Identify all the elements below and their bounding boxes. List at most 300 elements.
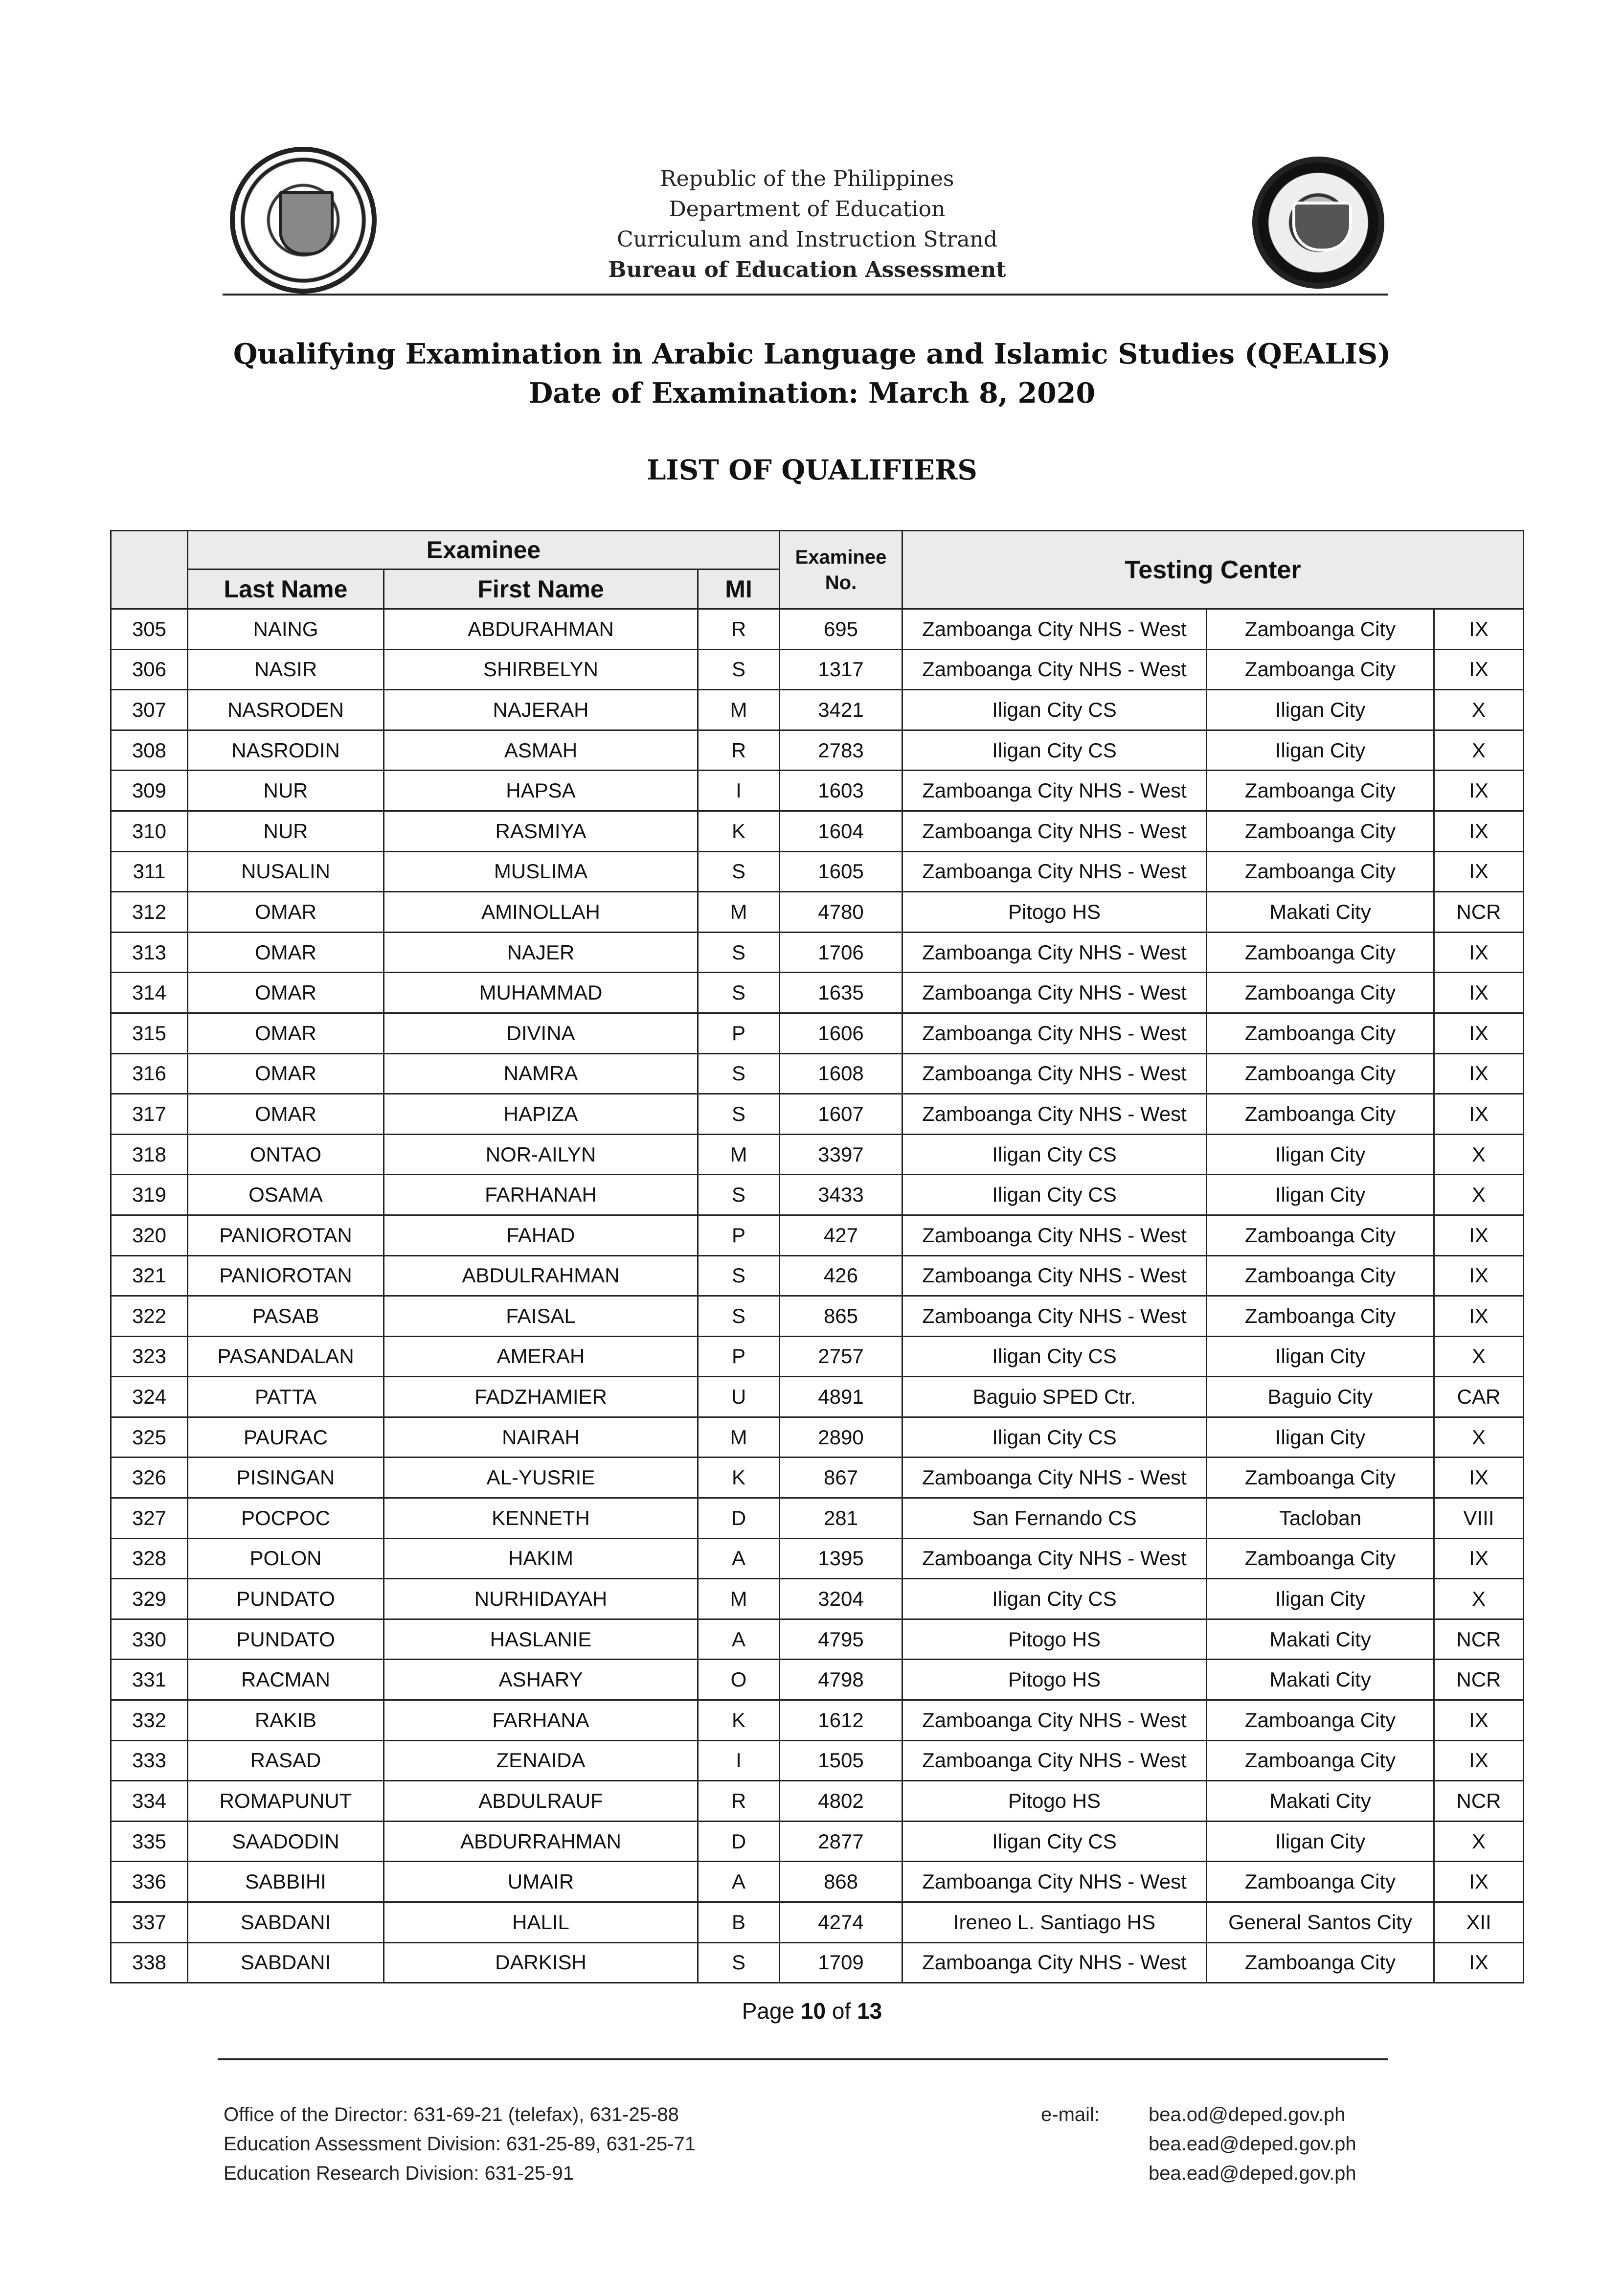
testing-center-school-cell: Zamboanga City NHS - West — [902, 1458, 1207, 1498]
testing-center-city-cell: Zamboanga City — [1207, 771, 1434, 811]
examinee-no-cell: 4780 — [780, 892, 902, 933]
last-name-cell: OMAR — [188, 1094, 384, 1135]
region-cell: IX — [1434, 1862, 1524, 1902]
table-row — [111, 1740, 1524, 1781]
region-cell: NCR — [1434, 1619, 1524, 1660]
examinee-no-header — [780, 531, 902, 609]
footer-contact-line: Office of the Director: 631-69-21 (telefax), 631-25-88 — [224, 2104, 679, 2125]
row-number-cell: 311 — [111, 851, 188, 892]
examinee-no-cell: 4802 — [780, 1781, 902, 1822]
last-name-cell: PUNDATO — [188, 1619, 384, 1660]
first-name-cell: AMINOLLAH — [384, 892, 698, 933]
exam-title: Qualifying Examination in Arabic Language and Islamic Studies (QEALIS) — [233, 338, 1391, 370]
row-number-cell: 325 — [111, 1417, 188, 1458]
table-row — [111, 1902, 1524, 1943]
letterhead-line: Republic of the Philippines — [660, 166, 954, 191]
testing-center-school-cell: Zamboanga City NHS - West — [902, 973, 1207, 1013]
region-cell: IX — [1434, 932, 1524, 973]
middle-initial-cell: D — [698, 1498, 780, 1539]
last-name-cell: SABBIHI — [188, 1862, 384, 1902]
email-link[interactable]: bea.ead@deped.gov.ph — [1149, 2163, 1356, 2184]
deped-seal-icon — [230, 147, 377, 294]
testing-center-city-cell: Makati City — [1207, 892, 1434, 933]
region-cell: IX — [1434, 1700, 1524, 1741]
testing-center-city-cell: Makati City — [1207, 1781, 1434, 1822]
table-row — [111, 932, 1524, 973]
testing-center-school-cell: Zamboanga City NHS - West — [902, 771, 1207, 811]
testing-center-city-cell: Zamboanga City — [1207, 1013, 1434, 1053]
middle-initial-cell: S — [698, 1255, 780, 1296]
first-name-cell: HAKIM — [384, 1538, 698, 1579]
examinee-no-cell: 3433 — [780, 1175, 902, 1215]
middle-initial-cell: S — [698, 1094, 780, 1135]
testing-center-school-cell: Pitogo HS — [902, 892, 1207, 933]
region-cell: IX — [1434, 1740, 1524, 1781]
region-cell: NCR — [1434, 892, 1524, 933]
region-cell: IX — [1434, 1538, 1524, 1579]
middle-initial-cell: D — [698, 1821, 780, 1862]
middle-initial-cell: I — [698, 1740, 780, 1781]
first-name-cell: UMAIR — [384, 1862, 698, 1902]
examinee-no-cell: 695 — [780, 609, 902, 650]
row-number-cell: 310 — [111, 811, 188, 851]
region-cell: VIII — [1434, 1498, 1524, 1539]
row-number-cell: 314 — [111, 973, 188, 1013]
row-number-cell: 305 — [111, 609, 188, 650]
middle-initial-cell: S — [698, 1175, 780, 1215]
last-name-cell: OMAR — [188, 973, 384, 1013]
testing-center-school-cell: Zamboanga City NHS - West — [902, 1013, 1207, 1053]
examinee-no-cell: 1635 — [780, 973, 902, 1013]
last-name-cell: NAING — [188, 609, 384, 650]
row-number-cell: 315 — [111, 1013, 188, 1053]
row-number-cell: 333 — [111, 1740, 188, 1781]
last-name-cell: NUR — [188, 811, 384, 851]
row-number-cell: 331 — [111, 1660, 188, 1700]
testing-center-city-cell: General Santos City — [1207, 1902, 1434, 1943]
testing-center-city-cell: Zamboanga City — [1207, 1458, 1434, 1498]
table-row — [111, 1296, 1524, 1337]
testing-center-school-cell: Zamboanga City NHS - West — [902, 1700, 1207, 1741]
last-name-cell: SAADODIN — [188, 1821, 384, 1862]
row-number-cell: 318 — [111, 1134, 188, 1175]
testing-center-school-cell: Zamboanga City NHS - West — [902, 1255, 1207, 1296]
middle-initial-cell: B — [698, 1902, 780, 1943]
testing-center-city-cell: Zamboanga City — [1207, 1053, 1434, 1094]
examinee-no-cell: 1709 — [780, 1942, 902, 1983]
testing-center-school-cell: Zamboanga City NHS - West — [902, 1740, 1207, 1781]
testing-center-city-cell: Iligan City — [1207, 1134, 1434, 1175]
testing-center-header: Testing Center — [902, 531, 1524, 609]
row-number-cell: 327 — [111, 1498, 188, 1539]
examinee-no-cell: 1706 — [780, 932, 902, 973]
last-name-cell: NASRODEN — [188, 690, 384, 730]
table-row — [111, 771, 1524, 811]
region-cell: IX — [1434, 1296, 1524, 1337]
examinee-no-cell: 2783 — [780, 730, 902, 771]
last-name-cell: ROMAPUNUT — [188, 1781, 384, 1822]
testing-center-school-cell: Zamboanga City NHS - West — [902, 1215, 1207, 1255]
examinee-no-cell: 281 — [780, 1498, 902, 1539]
examinee-no-cell: 2890 — [780, 1417, 902, 1458]
table-row — [111, 1417, 1524, 1458]
row-number-cell: 306 — [111, 649, 188, 690]
last-name-header: Last Name — [188, 570, 384, 609]
region-cell: X — [1434, 1579, 1524, 1619]
middle-initial-cell: P — [698, 1215, 780, 1255]
testing-center-school-cell: San Fernando CS — [902, 1498, 1207, 1539]
testing-center-city-cell: Zamboanga City — [1207, 1740, 1434, 1781]
middle-initial-cell: S — [698, 1053, 780, 1094]
testing-center-city-cell: Baguio City — [1207, 1377, 1434, 1417]
examinee-no-cell: 1395 — [780, 1538, 902, 1579]
table-row — [111, 1377, 1524, 1417]
table-row — [111, 1336, 1524, 1377]
middle-initial-cell: P — [698, 1336, 780, 1377]
table-row — [111, 1053, 1524, 1094]
last-name-cell: OMAR — [188, 892, 384, 933]
page-current: 10 — [800, 1998, 826, 2024]
page-number — [0, 1998, 1624, 2024]
examinee-no-cell: 1604 — [780, 811, 902, 851]
first-name-header: First Name — [384, 570, 698, 609]
row-number-cell: 322 — [111, 1296, 188, 1337]
row-number-header — [111, 531, 188, 609]
testing-center-school-cell: Iligan City CS — [902, 1579, 1207, 1619]
table-row — [111, 609, 1524, 650]
testing-center-city-cell: Zamboanga City — [1207, 649, 1434, 690]
first-name-cell: DIVINA — [384, 1013, 698, 1053]
first-name-cell: HASLANIE — [384, 1619, 698, 1660]
last-name-cell: POLON — [188, 1538, 384, 1579]
row-number-cell: 316 — [111, 1053, 188, 1094]
testing-center-city-cell: Iligan City — [1207, 1175, 1434, 1215]
first-name-cell: DARKISH — [384, 1942, 698, 1983]
first-name-cell: NURHIDAYAH — [384, 1579, 698, 1619]
last-name-cell: SABDANI — [188, 1902, 384, 1943]
testing-center-city-cell: Zamboanga City — [1207, 1942, 1434, 1983]
testing-center-school-cell: Zamboanga City NHS - West — [902, 1094, 1207, 1135]
last-name-cell: OSAMA — [188, 1175, 384, 1215]
testing-center-school-cell: Iligan City CS — [902, 1821, 1207, 1862]
examinee-header: Examinee — [188, 531, 780, 570]
examinee-no-cell: 427 — [780, 1215, 902, 1255]
region-cell: XII — [1434, 1902, 1524, 1943]
last-name-cell: PATTA — [188, 1377, 384, 1417]
region-cell: IX — [1434, 1458, 1524, 1498]
first-name-cell: HAPSA — [384, 771, 698, 811]
testing-center-city-cell: Zamboanga City — [1207, 851, 1434, 892]
middle-initial-cell: K — [698, 811, 780, 851]
first-name-cell: SHIRBELYN — [384, 649, 698, 690]
examinee-no-cell: 4798 — [780, 1660, 902, 1700]
middle-initial-cell: M — [698, 1417, 780, 1458]
footer-rule — [218, 2058, 1388, 2060]
first-name-cell: ABDULRAUF — [384, 1781, 698, 1822]
examinee-no-header-line: No. — [825, 571, 857, 593]
examinee-no-cell: 4795 — [780, 1619, 902, 1660]
testing-center-school-cell: Zamboanga City NHS - West — [902, 1862, 1207, 1902]
first-name-cell: MUHAMMAD — [384, 973, 698, 1013]
row-number-cell: 330 — [111, 1619, 188, 1660]
testing-center-school-cell: Zamboanga City NHS - West — [902, 1538, 1207, 1579]
first-name-cell: HALIL — [384, 1902, 698, 1943]
region-cell: NCR — [1434, 1781, 1524, 1822]
table-row — [111, 851, 1524, 892]
examinee-no-cell: 1317 — [780, 649, 902, 690]
first-name-cell: FAISAL — [384, 1296, 698, 1337]
region-cell: IX — [1434, 649, 1524, 690]
testing-center-school-cell: Pitogo HS — [902, 1619, 1207, 1660]
testing-center-school-cell: Iligan City CS — [902, 1134, 1207, 1175]
email-link[interactable]: bea.od@deped.gov.ph — [1149, 2104, 1346, 2125]
last-name-cell: NUR — [188, 771, 384, 811]
testing-center-city-cell: Zamboanga City — [1207, 1215, 1434, 1255]
testing-center-city-cell: Tacloban — [1207, 1498, 1434, 1539]
table-row — [111, 730, 1524, 771]
table-row — [111, 1255, 1524, 1296]
region-cell: IX — [1434, 1942, 1524, 1983]
testing-center-school-cell: Ireneo L. Santiago HS — [902, 1902, 1207, 1943]
middle-initial-cell: A — [698, 1862, 780, 1902]
middle-initial-cell: M — [698, 892, 780, 933]
first-name-cell: FAHAD — [384, 1215, 698, 1255]
table-row — [111, 1619, 1524, 1660]
middle-initial-cell: S — [698, 973, 780, 1013]
examinee-no-header-line: Examinee — [795, 546, 887, 568]
letterhead — [489, 164, 1125, 285]
table-row — [111, 1094, 1524, 1135]
first-name-cell: RASMIYA — [384, 811, 698, 851]
region-cell: X — [1434, 730, 1524, 771]
last-name-cell: PISINGAN — [188, 1458, 384, 1498]
testing-center-school-cell: Iligan City CS — [902, 730, 1207, 771]
testing-center-school-cell: Zamboanga City NHS - West — [902, 1296, 1207, 1337]
exam-date: Date of Examination: March 8, 2020 — [528, 377, 1096, 410]
examinee-no-cell: 3397 — [780, 1134, 902, 1175]
last-name-cell: NUSALIN — [188, 851, 384, 892]
testing-center-school-cell: Zamboanga City NHS - West — [902, 1942, 1207, 1983]
table-row — [111, 1579, 1524, 1619]
testing-center-city-cell: Iligan City — [1207, 1336, 1434, 1377]
middle-initial-cell: P — [698, 1013, 780, 1053]
row-number-cell: 320 — [111, 1215, 188, 1255]
email-label: e-mail: — [1041, 2104, 1100, 2125]
row-number-cell: 326 — [111, 1458, 188, 1498]
last-name-cell: RACMAN — [188, 1660, 384, 1700]
first-name-cell: MUSLIMA — [384, 851, 698, 892]
row-number-cell: 329 — [111, 1579, 188, 1619]
last-name-cell: NASIR — [188, 649, 384, 690]
examinee-no-cell: 867 — [780, 1458, 902, 1498]
page-prefix: Page — [742, 1998, 801, 2024]
row-number-cell: 321 — [111, 1255, 188, 1296]
testing-center-city-cell: Zamboanga City — [1207, 1296, 1434, 1337]
testing-center-school-cell: Iligan City CS — [902, 690, 1207, 730]
first-name-cell: AMERAH — [384, 1336, 698, 1377]
first-name-cell: FADZHAMIER — [384, 1377, 698, 1417]
row-number-cell: 337 — [111, 1902, 188, 1943]
first-name-cell: NAJERAH — [384, 690, 698, 730]
examinee-no-cell: 2757 — [780, 1336, 902, 1377]
region-cell: CAR — [1434, 1377, 1524, 1417]
row-number-cell: 313 — [111, 932, 188, 973]
row-number-cell: 332 — [111, 1700, 188, 1741]
examinee-no-cell: 1612 — [780, 1700, 902, 1741]
middle-initial-cell: S — [698, 649, 780, 690]
letterhead-line: Department of Education — [669, 197, 946, 222]
last-name-cell: ONTAO — [188, 1134, 384, 1175]
testing-center-school-cell: Baguio SPED Ctr. — [902, 1377, 1207, 1417]
region-cell: X — [1434, 690, 1524, 730]
first-name-cell: ZENAIDA — [384, 1740, 698, 1781]
testing-center-city-cell: Zamboanga City — [1207, 932, 1434, 973]
bureau-name: Bureau of Education Assessment — [608, 257, 1006, 282]
region-cell: X — [1434, 1336, 1524, 1377]
last-name-cell: PUNDATO — [188, 1579, 384, 1619]
examinee-no-cell: 1608 — [780, 1053, 902, 1094]
testing-center-school-cell: Zamboanga City NHS - West — [902, 649, 1207, 690]
last-name-cell: SABDANI — [188, 1942, 384, 1983]
bea-seal-icon — [1252, 157, 1384, 289]
middle-initial-cell: K — [698, 1458, 780, 1498]
testing-center-city-cell: Iligan City — [1207, 1579, 1434, 1619]
testing-center-city-cell: Iligan City — [1207, 1821, 1434, 1862]
testing-center-city-cell: Iligan City — [1207, 1417, 1434, 1458]
middle-initial-cell: S — [698, 932, 780, 973]
testing-center-city-cell: Zamboanga City — [1207, 973, 1434, 1013]
region-cell: IX — [1434, 1013, 1524, 1053]
row-number-cell: 336 — [111, 1862, 188, 1902]
testing-center-city-cell: Zamboanga City — [1207, 609, 1434, 650]
email-link[interactable]: bea.ead@deped.gov.ph — [1149, 2133, 1356, 2155]
row-number-cell: 307 — [111, 690, 188, 730]
row-number-cell: 309 — [111, 771, 188, 811]
first-name-cell: FARHANA — [384, 1700, 698, 1741]
examinee-no-cell: 4274 — [780, 1902, 902, 1943]
region-cell: IX — [1434, 609, 1524, 650]
region-cell: IX — [1434, 973, 1524, 1013]
testing-center-school-cell: Iligan City CS — [902, 1417, 1207, 1458]
examinee-no-cell: 2877 — [780, 1821, 902, 1862]
first-name-cell: ABDULRAHMAN — [384, 1255, 698, 1296]
middle-initial-cell: M — [698, 690, 780, 730]
region-cell: X — [1434, 1417, 1524, 1458]
first-name-cell: HAPIZA — [384, 1094, 698, 1135]
row-number-cell: 334 — [111, 1781, 188, 1822]
testing-center-city-cell: Makati City — [1207, 1619, 1434, 1660]
middle-initial-cell: S — [698, 1296, 780, 1337]
first-name-cell: FARHANAH — [384, 1175, 698, 1215]
testing-center-school-cell: Pitogo HS — [902, 1781, 1207, 1822]
table-row — [111, 1660, 1524, 1700]
qualifiers-table — [110, 530, 1524, 1983]
first-name-cell: ASHARY — [384, 1660, 698, 1700]
last-name-cell: OMAR — [188, 932, 384, 973]
region-cell: IX — [1434, 771, 1524, 811]
row-number-cell: 324 — [111, 1377, 188, 1417]
table-row — [111, 1942, 1524, 1983]
examinee-no-cell: 1607 — [780, 1094, 902, 1135]
table-row — [111, 892, 1524, 933]
middle-initial-cell: M — [698, 1134, 780, 1175]
row-number-cell: 319 — [111, 1175, 188, 1215]
middle-initial-cell: R — [698, 609, 780, 650]
first-name-cell: ASMAH — [384, 730, 698, 771]
table-row — [111, 1458, 1524, 1498]
region-cell: X — [1434, 1134, 1524, 1175]
table-row — [111, 1821, 1524, 1862]
region-cell: X — [1434, 1821, 1524, 1862]
examinee-no-cell: 426 — [780, 1255, 902, 1296]
examinee-no-cell: 1505 — [780, 1740, 902, 1781]
row-number-cell: 338 — [111, 1942, 188, 1983]
examinee-no-cell: 3421 — [780, 690, 902, 730]
first-name-cell: NOR-AILYN — [384, 1134, 698, 1175]
region-cell: X — [1434, 1175, 1524, 1215]
middle-initial-cell: R — [698, 730, 780, 771]
table-row — [111, 1013, 1524, 1053]
middle-initial-cell: U — [698, 1377, 780, 1417]
footer-contacts — [224, 2100, 696, 2188]
testing-center-school-cell: Zamboanga City NHS - West — [902, 609, 1207, 650]
table-row — [111, 1175, 1524, 1215]
middle-initial-cell: S — [698, 1942, 780, 1983]
testing-center-school-cell: Zamboanga City NHS - West — [902, 811, 1207, 851]
examinee-no-cell: 868 — [780, 1862, 902, 1902]
region-cell: IX — [1434, 1215, 1524, 1255]
last-name-cell: POCPOC — [188, 1498, 384, 1539]
middle-initial-cell: O — [698, 1660, 780, 1700]
first-name-cell: ABDURRAHMAN — [384, 1821, 698, 1862]
testing-center-school-cell: Zamboanga City NHS - West — [902, 1053, 1207, 1094]
first-name-cell: NAJER — [384, 932, 698, 973]
page-middle: of — [826, 1998, 857, 2024]
testing-center-school-cell: Zamboanga City NHS - West — [902, 932, 1207, 973]
header-rule — [223, 294, 1388, 296]
middle-initial-cell: A — [698, 1538, 780, 1579]
testing-center-city-cell: Zamboanga City — [1207, 1700, 1434, 1741]
testing-center-city-cell: Zamboanga City — [1207, 1094, 1434, 1135]
testing-center-city-cell: Zamboanga City — [1207, 1538, 1434, 1579]
mi-header: MI — [698, 570, 780, 609]
last-name-cell: NASRODIN — [188, 730, 384, 771]
region-cell: IX — [1434, 1094, 1524, 1135]
first-name-cell: KENNETH — [384, 1498, 698, 1539]
testing-center-school-cell: Pitogo HS — [902, 1660, 1207, 1700]
testing-center-city-cell: Iligan City — [1207, 730, 1434, 771]
first-name-cell: ABDURAHMAN — [384, 609, 698, 650]
examinee-no-cell: 3204 — [780, 1579, 902, 1619]
table-row — [111, 973, 1524, 1013]
examinee-no-cell: 865 — [780, 1296, 902, 1337]
table-row — [111, 1862, 1524, 1902]
last-name-cell: OMAR — [188, 1013, 384, 1053]
middle-initial-cell: S — [698, 851, 780, 892]
last-name-cell: RAKIB — [188, 1700, 384, 1741]
table-row — [111, 1498, 1524, 1539]
table-row — [111, 1215, 1524, 1255]
region-cell: IX — [1434, 851, 1524, 892]
examinee-no-cell: 4891 — [780, 1377, 902, 1417]
middle-initial-cell: M — [698, 1579, 780, 1619]
row-number-cell: 328 — [111, 1538, 188, 1579]
testing-center-city-cell: Zamboanga City — [1207, 1862, 1434, 1902]
row-number-cell: 335 — [111, 1821, 188, 1862]
letterhead-line: Curriculum and Instruction Strand — [616, 227, 998, 252]
region-cell: IX — [1434, 1053, 1524, 1094]
table-row — [111, 649, 1524, 690]
